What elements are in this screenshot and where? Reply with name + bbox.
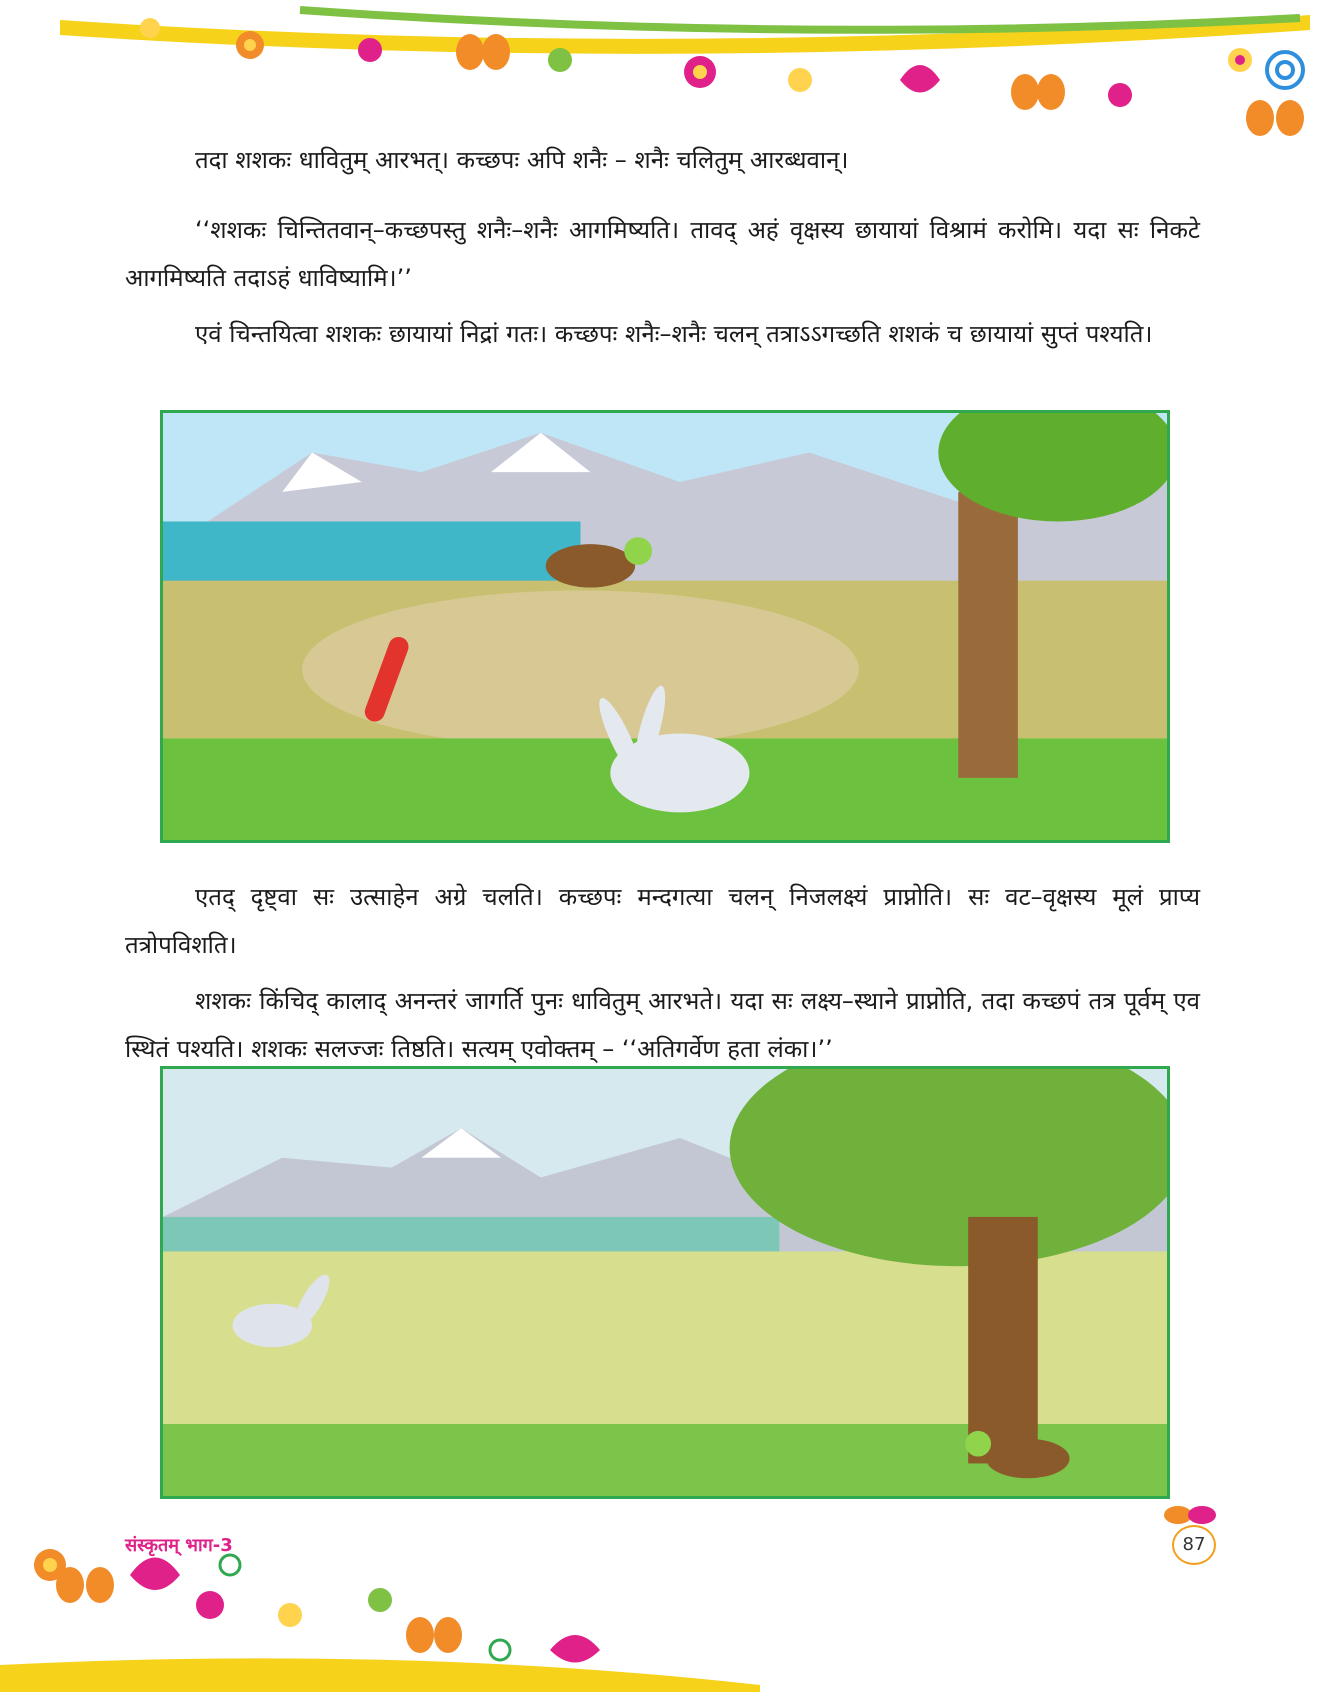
flower-decoration-icon bbox=[1160, 1497, 1220, 1527]
paragraph-5: शशकः किंचिद् कालाद् अनन्तरं जागर्ति पुनः धावितुम् आरभते। यदा सः लक्ष्य–स्थाने प्राप्नोति, तदा कच्छपं तत्र पूर्वम् एव स्थितं पश्यति। शशकः सलज्जः तिष्ठति। सत्यम् एवोक्तम् – ‘‘अतिगर्वेण हता लंका।’’ bbox=[125, 987, 1200, 1063]
butterfly-icon bbox=[1246, 100, 1304, 136]
butterfly-icon bbox=[406, 1617, 462, 1653]
flower-icon bbox=[236, 31, 264, 59]
illustration-turtle-wins bbox=[160, 1066, 1170, 1499]
flower-icon bbox=[196, 1588, 392, 1627]
paragraph-3: एवं चिन्तयित्वा शशकः छायायां निद्रां गतः। कच्छपः शनैः–शनैः चलन् तत्राऽऽगच्छति शशकं च छायायां सुप्तं पश्यति। bbox=[195, 320, 1153, 348]
paragraph-4: एतद् दृष्ट्वा सः उत्साहेन अग्रे चलति। कच्छपः मन्दगत्या चलन् निजलक्ष्यं प्राप्नोति। सः वट–वृक्षस्य मूलं प्राप्य तत्रोपविशति। bbox=[125, 883, 1200, 959]
flower-icon bbox=[684, 56, 716, 88]
heart-leaf-icon bbox=[130, 1558, 180, 1591]
heart-leaf-icon bbox=[550, 1635, 600, 1663]
paragraph-2: ‘‘शशकः चिन्तितवान्–कच्छपस्तु शनैः–शनैः आगमिष्यति। तावद् अहं वृक्षस्य छायायां विश्रामं करोमि। यदा सः निकटे आगमिष्यति तदाऽहं धाविष्यामि।’’ bbox=[125, 216, 1200, 292]
paragraph-1: तदा शशकः धावितुम् आरभत्। कच्छपः अपि शनैः – शनैः चलितुम् आरब्धवान्। bbox=[195, 146, 849, 174]
swirl-icon bbox=[1267, 52, 1303, 88]
flower-icon bbox=[1228, 48, 1252, 72]
illustration-rabbit-sleeping bbox=[160, 410, 1170, 843]
butterfly-icon bbox=[1011, 74, 1065, 110]
book-title: संस्कृतम् भाग-3 bbox=[125, 1535, 233, 1556]
page-number: 87 bbox=[1172, 1525, 1216, 1565]
heart-leaf-icon bbox=[900, 65, 940, 93]
swirl-icon bbox=[220, 1555, 510, 1660]
butterfly-icon bbox=[56, 1567, 114, 1603]
bottom-decorative-border bbox=[0, 1545, 1332, 1692]
